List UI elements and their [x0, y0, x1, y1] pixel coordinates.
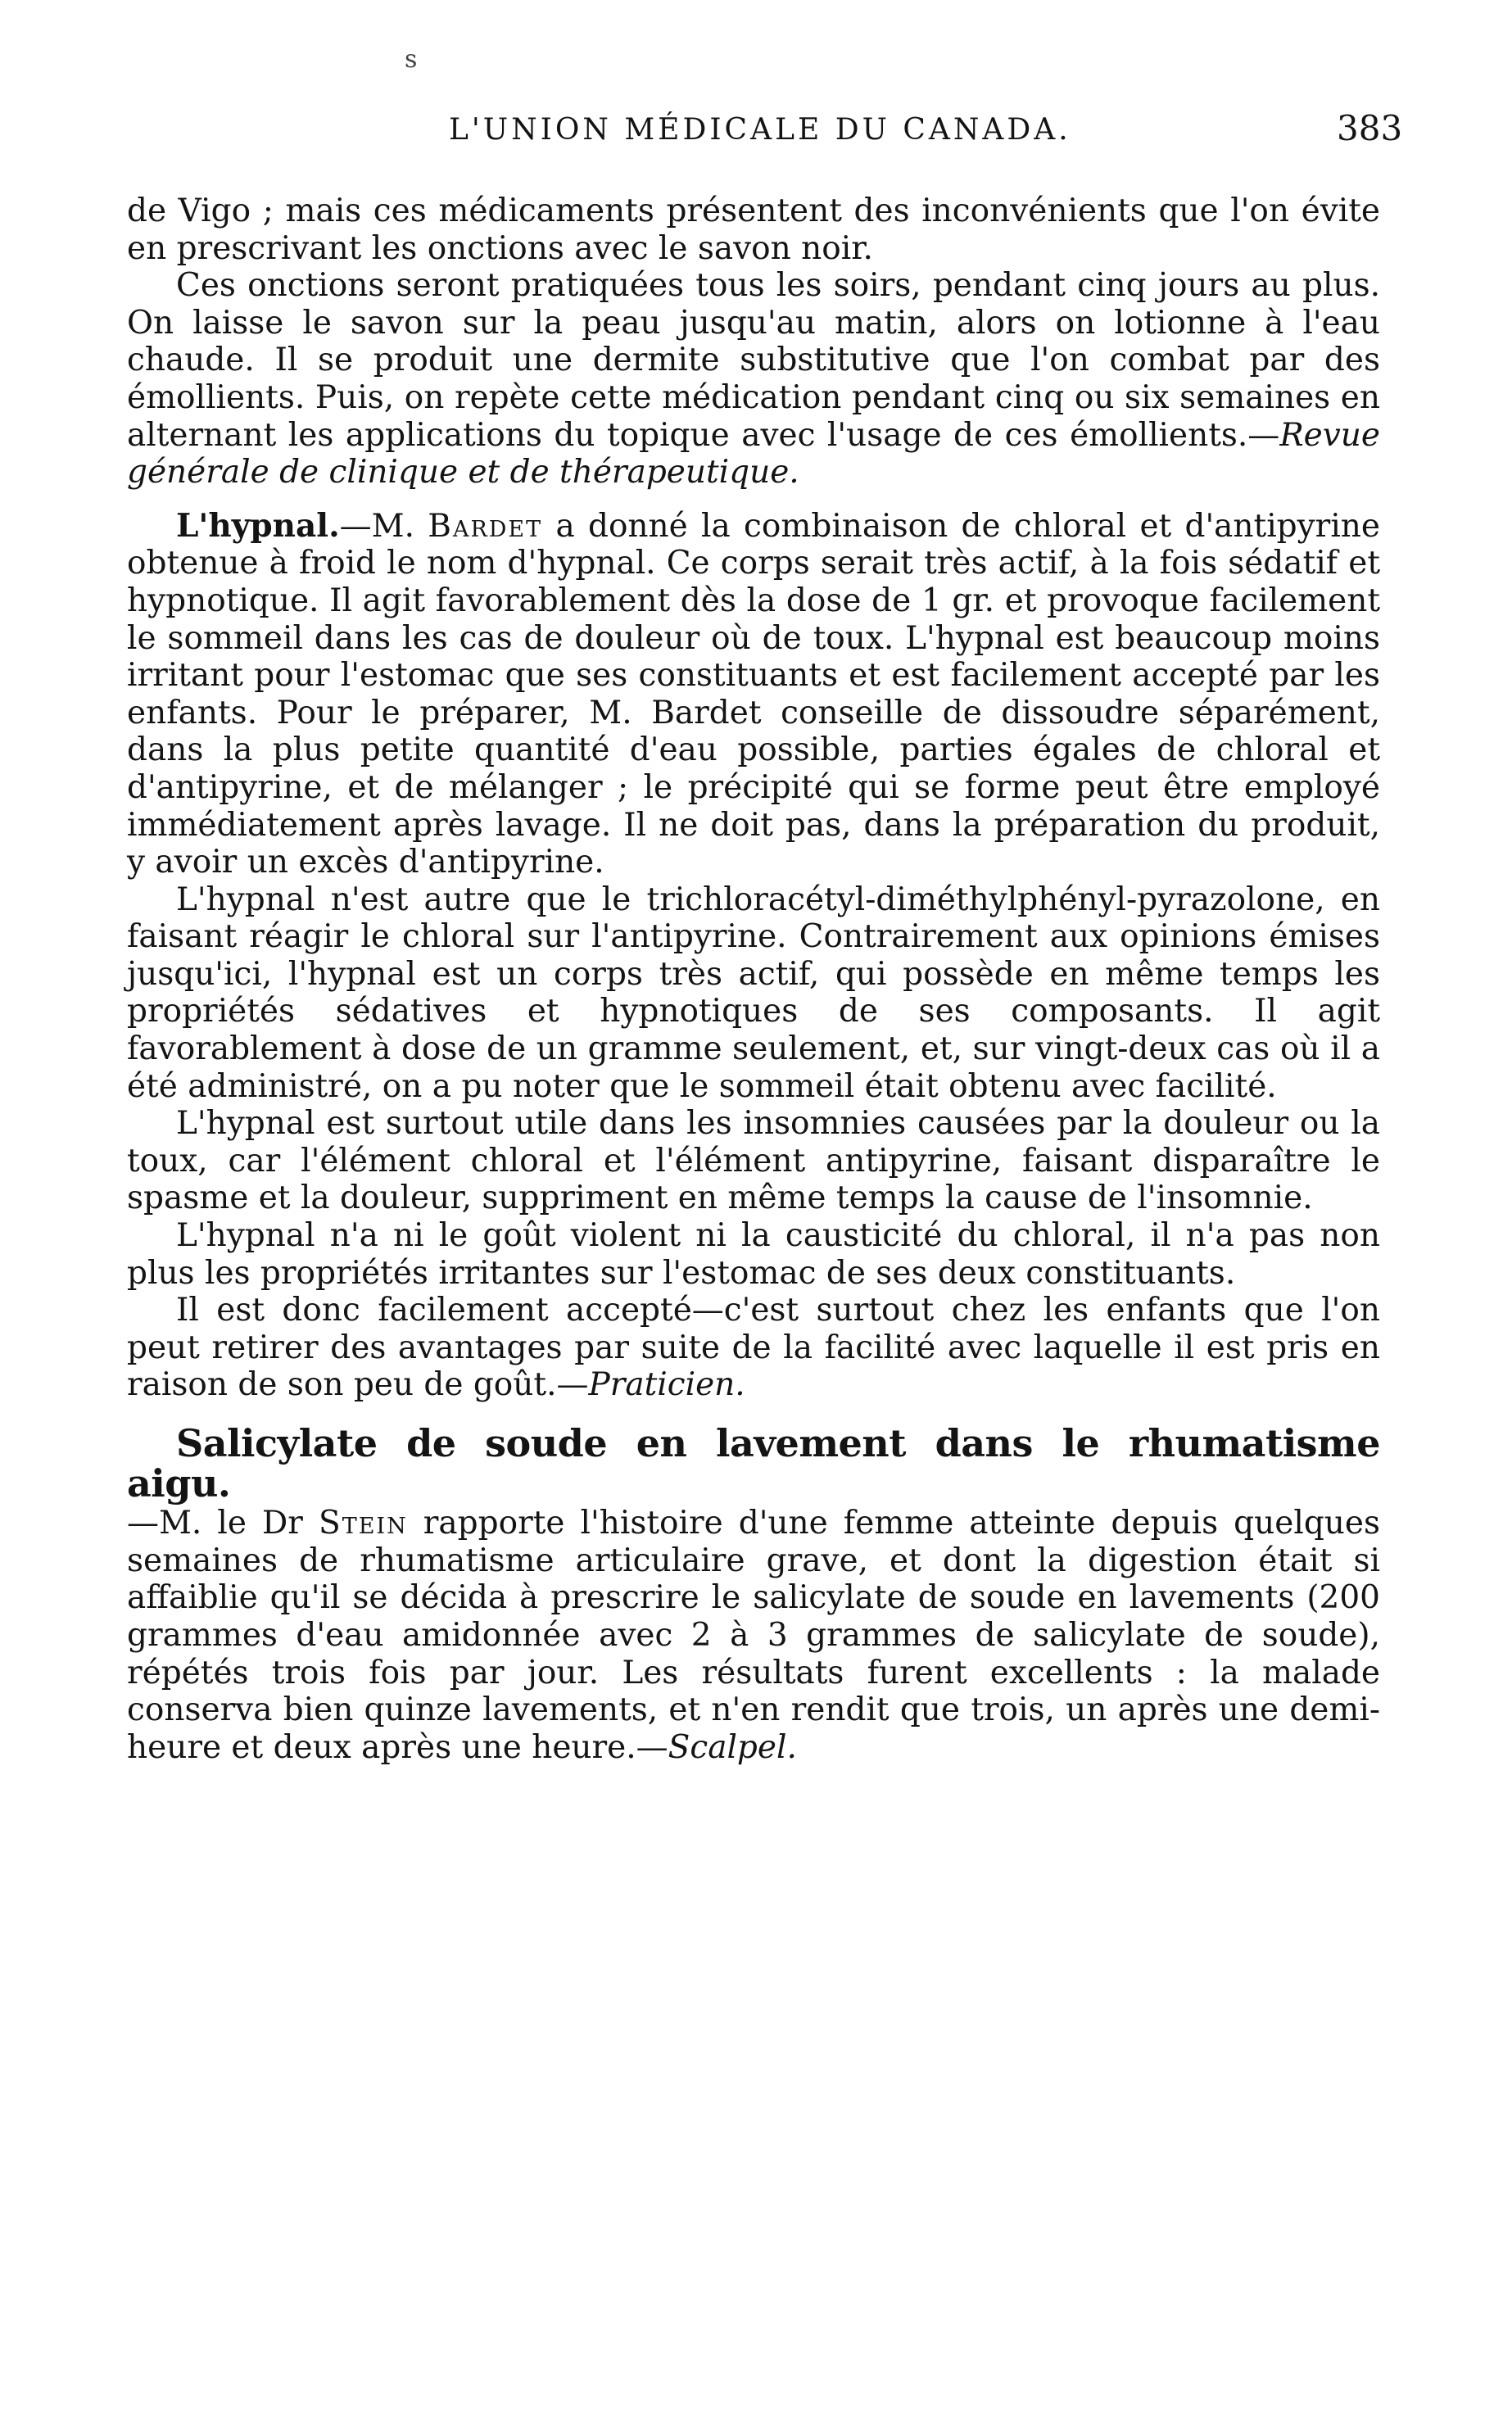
paragraph [127, 1292, 1380, 1404]
paragraph: L'hypnal n'est autre que le trichloracétyl-diméthylphényl-pyrazolone, en faisant réagir le chloral sur l'antipyrine. Contrairement aux opinions émises jusqu'ici, l'hypnal est un corps très actif, qui possède en même temps les propriétés sédatives et hypnotiques de ses composants. Il agit favorablement à dose de un gramme seulement, et, sur vingt-deux cas où il a été administré, on a pu noter que le sommeil était obtenu avec facilité. [127, 881, 1380, 1105]
paragraph: L'hypnal est surtout utile dans les insomnies causées par la douleur ou la toux, car l'élément chloral et l'élément antipyrine, faisant disparaître le spasme et la douleur, suppriment en même temps la cause de l'insomnie. [127, 1105, 1380, 1217]
author-name: Stein [318, 1505, 408, 1542]
paragraph: L'hypnal n'a ni le goût violent ni la causticité du chloral, il n'a pas non plus les propriétés irritantes sur l'estomac de ses deux constituants. [127, 1217, 1380, 1292]
paragraph: de Vigo ; mais ces médicaments présentent des inconvénients que l'on évite en prescrivant les onctions avec le savon noir. [127, 192, 1380, 267]
author-name: Bardet [428, 507, 543, 545]
section-title: Salicylate de soude en lavement dans le rhumatisme aigu. [127, 1421, 1380, 1506]
paragraph-text: Il est donc facilement accepté—c'est surtout chez les enfants que l'on peut retirer des avantages par suite de la facilité avec laquelle il est pris en raison de son peu de goût.— [127, 1292, 1380, 1404]
paragraph-text: rapporte l'histoire d'une femme atteinte depuis quelques semaines de rhumatisme articulaire grave, et dont la digestion était si affaiblie qu'il se décida à prescrire le salicylate de soude en lavements (200 grammes d'eau amidonnée avec 2 à 3 grammes de salicylate de soude), répétés trois fois par jour. Les résultats furent excellents : la malade conserva bien quinze lavements, et n'en rendit que trois, un après une demi-heure et deux après une heure.— [127, 1505, 1380, 1766]
running-title: L'UNION MÉDICALE DU CANADA. [449, 113, 1071, 147]
page-header [0, 108, 1512, 162]
source-citation: Revue générale de clinique et de thérapeutique. [127, 416, 1380, 491]
paragraph [127, 1505, 1380, 1766]
top-print-mark: s [405, 45, 418, 74]
section-title: L'hypnal. [176, 506, 340, 545]
paragraph-text: a donné la combinaison de chloral et d'antipyrine obtenue à froid le nom d'hypnal. Ce corps serait très actif, à la fois sédatif et hypnotique. Il agit favorablement dès la dose de 1 gr. et provoque facilement le sommeil dans les cas de douleur où de toux. L'hypnal est beaucoup moins irritant pour l'estomac que ses constituants et est facilement accepté par les enfants. Pour le préparer, M. Bardet conseille de dissoudre séparément, dans la plus petite quantité d'eau possible, parties égales de chloral et d'antipyrine, et de mélanger ; le précipité qui se forme peut être employé immédiatement après lavage. Il ne doit pas, dans la préparation du produit, y avoir un excès d'antipyrine. [127, 507, 1380, 881]
section-heading [127, 1421, 1380, 1506]
paragraph [127, 508, 1380, 881]
paragraph-text: Ces onctions seront pratiquées tous les soirs, pendant cinq jours au plus. On laisse le savon sur la peau jusqu'au matin, alors on lotionne à l'eau chaude. Il se produit une dermite substitutive que l'on combat par des émollients. Puis, on repète cette médication pendant cinq ou six semaines en alternant les applications du topique avec l'usage de ces émollients.— [127, 267, 1380, 454]
source-citation: Praticien. [588, 1366, 745, 1404]
paragraph [127, 267, 1380, 491]
title-dash: —M. le Dr [127, 1505, 319, 1542]
title-dash: —M. [339, 507, 428, 545]
article-text [127, 192, 1380, 1766]
page-number: 383 [1337, 108, 1403, 148]
source-citation: Scalpel. [668, 1728, 797, 1766]
